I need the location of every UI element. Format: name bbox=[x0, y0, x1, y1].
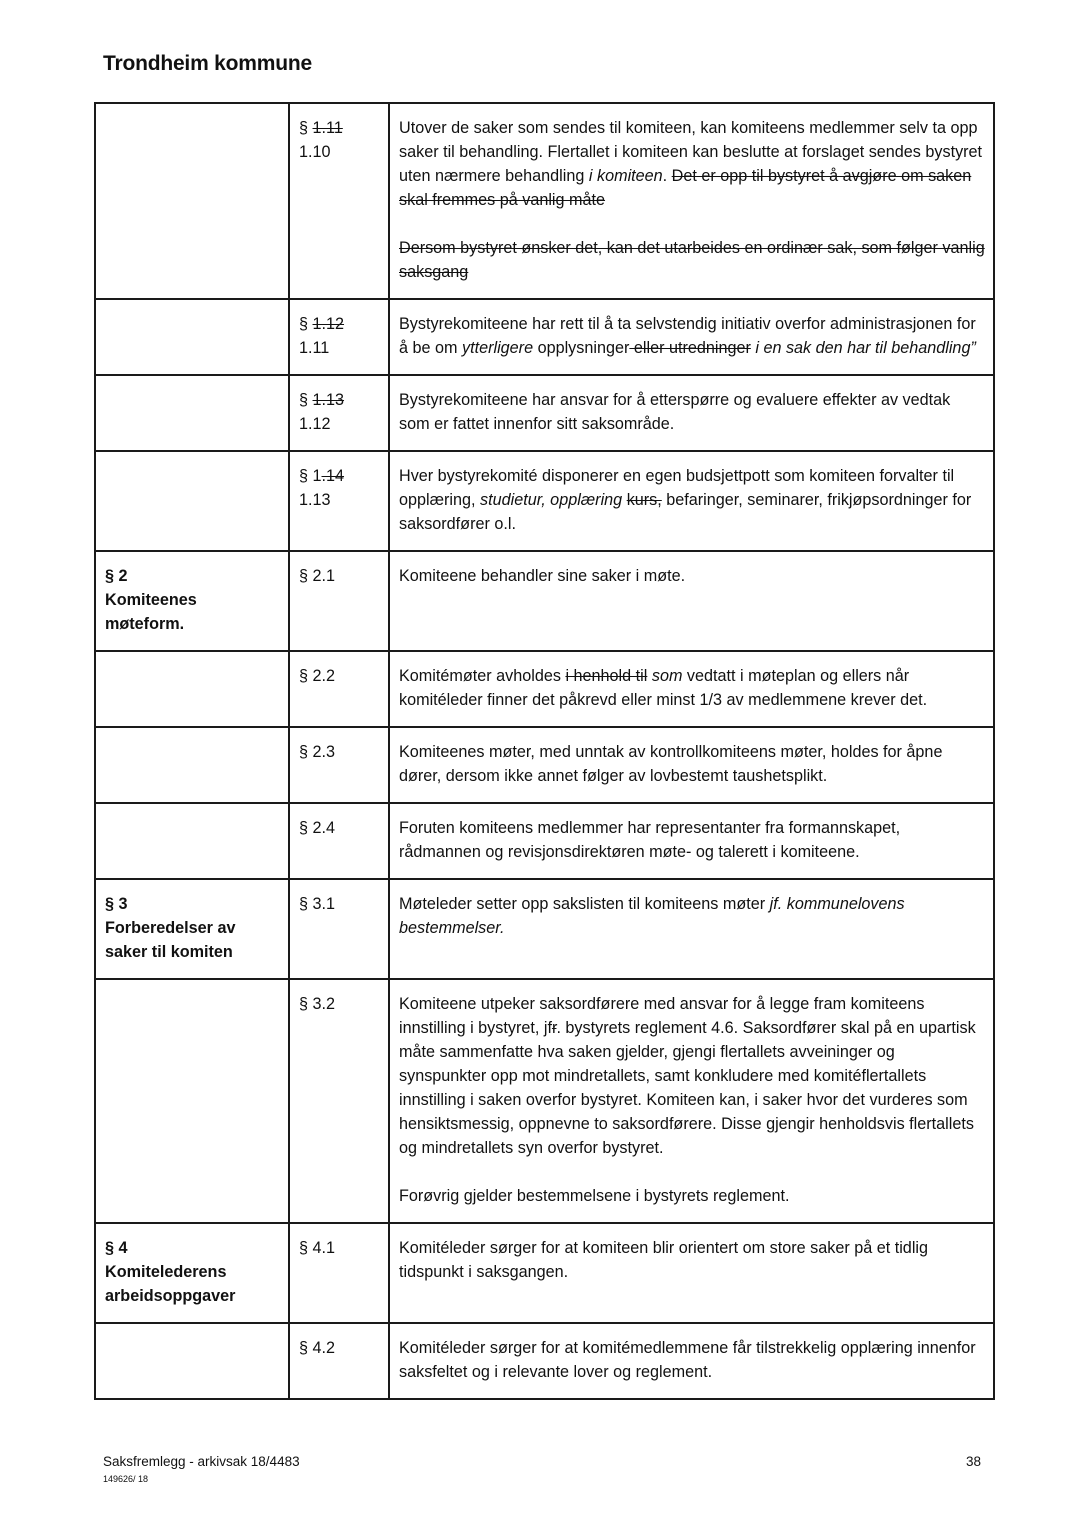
paragraph-number-cell bbox=[289, 803, 389, 879]
paragraph-number-line bbox=[299, 116, 380, 140]
paragraph-number-line bbox=[299, 664, 380, 688]
table-row bbox=[95, 979, 994, 1223]
paragraph-number-cell bbox=[289, 299, 389, 375]
section-heading-cell bbox=[95, 299, 289, 375]
number-text: § bbox=[299, 315, 313, 333]
provision-paragraph bbox=[399, 992, 985, 1160]
body-text: vedtatt i møteplan og ellers når komitéleder finner det påkrevd eller minst 1/3 av medlemmene krever det. bbox=[399, 667, 928, 709]
provision-text-cell bbox=[389, 803, 994, 879]
body-text: Foruten komiteens medlemmer har representanter fra formannskapet, rådmannen og revisjonsdirektøren møte- og talerett i komiteene. bbox=[399, 819, 901, 861]
number-text: 1.12 bbox=[299, 415, 331, 433]
paragraph-number-cell bbox=[289, 451, 389, 551]
number-text: 1.10 bbox=[299, 143, 331, 161]
table-row bbox=[95, 1223, 994, 1323]
number-text: § 1 bbox=[299, 467, 322, 485]
section-heading-line: Komitelederens bbox=[105, 1263, 227, 1281]
deleted-text: 1.11 bbox=[312, 119, 343, 137]
table-row bbox=[95, 299, 994, 375]
deleted-text: .14 bbox=[321, 467, 345, 485]
paragraph-number-cell bbox=[289, 727, 389, 803]
provision-text-cell bbox=[389, 551, 994, 651]
paragraph-number-line bbox=[299, 1236, 380, 1260]
paragraph-number-line bbox=[299, 412, 380, 436]
number-text: § 2.4 bbox=[299, 819, 336, 837]
section-heading-cell bbox=[95, 551, 289, 651]
table-row bbox=[95, 103, 994, 299]
deleted-text: 1.12 bbox=[312, 315, 345, 333]
regulation-table-body bbox=[95, 103, 994, 1399]
paragraph-number-line bbox=[299, 140, 380, 164]
paragraph-number-cell bbox=[289, 551, 389, 651]
provision-paragraph bbox=[399, 564, 985, 588]
section-heading-line: arbeidsoppgaver bbox=[105, 1287, 236, 1305]
body-text: Komiteene utpeker saksordførere med ansvar for å legge fram komiteens innstilling i bystyret, jf bbox=[399, 995, 925, 1037]
section-heading-cell bbox=[95, 651, 289, 727]
page-number: 38 bbox=[966, 1454, 982, 1469]
provision-paragraph bbox=[399, 664, 985, 712]
section-heading-line: § 2 bbox=[105, 567, 128, 585]
paragraph-number-line bbox=[299, 464, 380, 488]
number-text: 1.13 bbox=[299, 491, 331, 509]
paragraph-number-line bbox=[299, 1336, 380, 1360]
inserted-text: jf. kommunelovens bestemmelser. bbox=[399, 895, 905, 937]
number-text: 1.11 bbox=[299, 339, 330, 357]
number-text: § bbox=[299, 391, 313, 409]
number-text: § bbox=[299, 119, 313, 137]
body-text: Komitéleder sørger for at komiteen blir orientert om store saker på et tidlig tidspunkt i saksgangen. bbox=[399, 1239, 929, 1281]
provision-paragraph bbox=[399, 236, 985, 284]
provision-paragraph bbox=[399, 464, 985, 536]
number-text: § 4.2 bbox=[299, 1339, 336, 1357]
number-text: § 2.3 bbox=[299, 743, 336, 761]
footer-doc-id: 149626/ 18 bbox=[103, 1474, 149, 1484]
body-text: Hver bystyrekomité disponerer en egen budsjettpott som komiteen forvalter til opplæring, bbox=[399, 467, 955, 509]
paragraph-number-line bbox=[299, 564, 380, 588]
section-heading-cell bbox=[95, 1323, 289, 1399]
deleted-text: i henhold til bbox=[565, 667, 648, 685]
paragraph-number-line bbox=[299, 816, 380, 840]
provision-text-cell bbox=[389, 103, 994, 299]
paragraph-number-line bbox=[299, 992, 380, 1016]
number-text: § 4.1 bbox=[299, 1239, 336, 1257]
body-text: Møteleder setter opp sakslisten til komiteens møter bbox=[399, 895, 770, 913]
section-heading-cell bbox=[95, 979, 289, 1223]
provision-paragraph bbox=[399, 816, 985, 864]
provision-text-cell bbox=[389, 451, 994, 551]
inserted-text: ytterligere bbox=[462, 339, 534, 357]
paragraph-number-cell bbox=[289, 651, 389, 727]
inserted-text: i en sak den har til behandling” bbox=[750, 339, 976, 357]
regulation-table bbox=[94, 102, 995, 1400]
provision-paragraph bbox=[399, 892, 985, 940]
section-heading-line: saker til komiten bbox=[105, 943, 233, 961]
body-text: . bbox=[662, 167, 672, 185]
section-heading-line: møteform. bbox=[105, 615, 185, 633]
paragraph-number-cell bbox=[289, 879, 389, 979]
paragraph-number-cell bbox=[289, 375, 389, 451]
table-row bbox=[95, 551, 994, 651]
table-row bbox=[95, 803, 994, 879]
provision-text-cell bbox=[389, 879, 994, 979]
number-text: § 2.2 bbox=[299, 667, 336, 685]
section-heading-cell bbox=[95, 879, 289, 979]
table-row bbox=[95, 879, 994, 979]
deleted-text: 1.13 bbox=[312, 391, 345, 409]
provision-text-cell bbox=[389, 979, 994, 1223]
number-text: § 2.1 bbox=[299, 567, 336, 585]
section-heading-line: Komiteenes bbox=[105, 591, 197, 609]
body-text: Bystyrekomiteene har rett til å ta selvstendig initiativ overfor administrasjonen for å be om bbox=[399, 315, 976, 357]
deleted-text: r bbox=[551, 1019, 557, 1037]
section-heading-line: § 3 bbox=[105, 895, 128, 913]
body-text: Komiteenes møter, med unntak av kontrollkomiteens møter, holdes for åpne dører, dersom ikke annet følger av lovbestemt taushetsplikt. bbox=[399, 743, 943, 785]
provision-text-cell bbox=[389, 299, 994, 375]
provision-text-cell bbox=[389, 651, 994, 727]
table-row bbox=[95, 1323, 994, 1399]
paragraph-number-line bbox=[299, 892, 380, 916]
body-text: Utover de saker som sendes til komiteen, kan komiteens medlemmer selv ta opp saker til behandling. Flertallet i komiteen kan beslutte at forslaget sendes bystyret uten nærmere behandling bbox=[399, 119, 983, 185]
body-text: Komitémøter avholdes bbox=[399, 667, 566, 685]
body-text: . bystyrets reglement 4.6. Saksordfører skal på en upartisk måte sammenfatte hva saken gjelder, gjengi flertallets avveininger og synspunkter opp mot mindretallets, samt konkludere med komitéflertallets innstilling i saken overfor bystyret. Komiteen kan, i saker hvor det vurderes som hensiktsmessig, oppnevne to saksordførere. Disse gjengir henholdsvis flertallets og mindretallets syn overfor bystyret. bbox=[399, 1019, 976, 1157]
section-heading-line: Forberedelser av bbox=[105, 919, 236, 937]
paragraph-number-line bbox=[299, 336, 380, 360]
table-row bbox=[95, 727, 994, 803]
provision-text-cell bbox=[389, 727, 994, 803]
paragraph-number-cell bbox=[289, 103, 389, 299]
body-text: opplysninger bbox=[533, 339, 630, 357]
number-text: § 3.1 bbox=[299, 895, 336, 913]
inserted-text: studietur, opplæring bbox=[480, 491, 623, 509]
provision-paragraph bbox=[399, 312, 985, 360]
inserted-text: som bbox=[651, 667, 683, 685]
section-heading-line: § 4 bbox=[105, 1239, 128, 1257]
body-text: befaringer, seminarer, frikjøpsordninger for saksordfører o.l. bbox=[399, 491, 972, 533]
body-text: Bystyrekomiteene har ansvar for å etterspørre og evaluere effekter av vedtak som er fattet innenfor sitt saksområde. bbox=[399, 391, 951, 433]
paragraph-number-line bbox=[299, 312, 380, 336]
provision-paragraph bbox=[399, 116, 985, 212]
section-heading-cell bbox=[95, 103, 289, 299]
body-text: Komitéleder sørger for at komitémedlemmene får tilstrekkelig opplæring innenfor saksfeltet og i relevante lover og reglement. bbox=[399, 1339, 976, 1381]
table-row bbox=[95, 375, 994, 451]
body-text: Komiteene behandler sine saker i møte. bbox=[399, 567, 686, 585]
body-text: Forøvrig gjelder bestemmelsene i bystyrets reglement. bbox=[399, 1187, 790, 1205]
inserted-text: i komiteen bbox=[588, 167, 663, 185]
provision-text-cell bbox=[389, 1323, 994, 1399]
provision-text-cell bbox=[389, 1223, 994, 1323]
paragraph-number-cell bbox=[289, 1223, 389, 1323]
paragraph-number-cell bbox=[289, 979, 389, 1223]
deleted-text: Dersom bystyret ønsker det, kan det utarbeides en ordinær sak, som følger vanlig saksgang bbox=[399, 239, 985, 281]
deleted-text: eller utredninger bbox=[629, 339, 751, 357]
paragraph-number-line bbox=[299, 488, 380, 512]
table-row bbox=[95, 451, 994, 551]
provision-text-cell bbox=[389, 375, 994, 451]
footer-case-label: Saksfremlegg - arkivsak 18/4483 bbox=[103, 1454, 300, 1469]
section-heading-cell bbox=[95, 803, 289, 879]
deleted-text: Det er opp til bystyret å avgjøre om saken skal fremmes på vanlig måte bbox=[399, 167, 972, 209]
number-text: § 3.2 bbox=[299, 995, 336, 1013]
page-title: Trondheim kommune bbox=[103, 52, 312, 75]
section-heading-cell bbox=[95, 1223, 289, 1323]
provision-paragraph bbox=[399, 1236, 985, 1284]
provision-paragraph bbox=[399, 740, 985, 788]
section-heading-cell bbox=[95, 451, 289, 551]
paragraph-number-line bbox=[299, 388, 380, 412]
paragraph-number-line bbox=[299, 740, 380, 764]
section-heading-cell bbox=[95, 375, 289, 451]
table-row bbox=[95, 651, 994, 727]
paragraph-number-cell bbox=[289, 1323, 389, 1399]
deleted-text: kurs, bbox=[626, 491, 662, 509]
provision-paragraph bbox=[399, 388, 985, 436]
provision-paragraph bbox=[399, 1336, 985, 1384]
section-heading-cell bbox=[95, 727, 289, 803]
provision-paragraph bbox=[399, 1184, 985, 1208]
